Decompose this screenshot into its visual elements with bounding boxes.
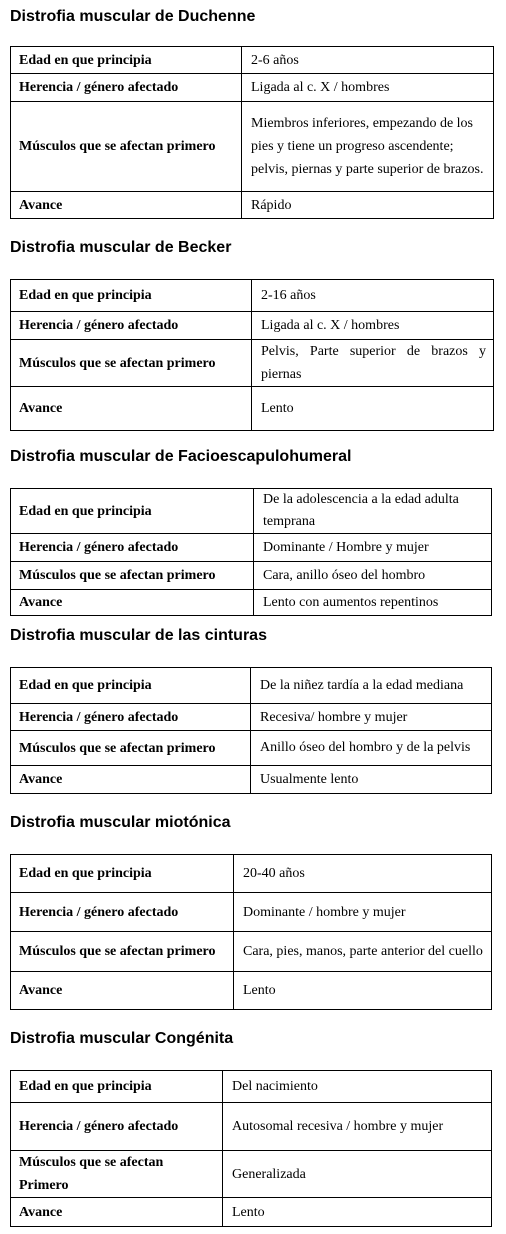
table-row bbox=[11, 766, 492, 794]
table-row bbox=[11, 1198, 492, 1227]
row-label: Herencia / género afectado bbox=[11, 893, 234, 932]
row-value: Autosomal recesiva / hombre y mujer bbox=[223, 1103, 492, 1151]
table-row bbox=[11, 590, 492, 616]
row-value: 2-16 años bbox=[252, 280, 494, 312]
row-value: Lento bbox=[234, 972, 492, 1010]
row-label: Músculos que se afectan primero bbox=[11, 340, 252, 387]
row-label: Edad en que principia bbox=[11, 489, 254, 534]
row-value: Ligada al c. X / hombres bbox=[252, 312, 494, 340]
table-row bbox=[11, 1103, 492, 1151]
row-value: De la adolescencia a la edad adulta temprana bbox=[254, 489, 492, 534]
row-value: Ligada al c. X / hombres bbox=[242, 74, 494, 102]
table-row bbox=[11, 312, 494, 340]
table-row bbox=[11, 102, 494, 192]
row-value: Del nacimiento bbox=[223, 1071, 492, 1103]
info-table bbox=[10, 46, 494, 219]
row-value: 2-6 años bbox=[242, 47, 494, 74]
table-row bbox=[11, 893, 492, 932]
row-label: Avance bbox=[11, 387, 252, 431]
row-value: Lento con aumentos repentinos bbox=[254, 590, 492, 616]
table-row bbox=[11, 972, 492, 1010]
table-row bbox=[11, 668, 492, 704]
table-row bbox=[11, 534, 492, 562]
info-table bbox=[10, 488, 492, 616]
section-title: Distrofia muscular Congénita bbox=[10, 1030, 234, 1047]
table-row bbox=[11, 932, 492, 972]
row-value: Usualmente lento bbox=[251, 766, 492, 794]
info-table bbox=[10, 279, 494, 431]
row-value: Dominante / hombre y mujer bbox=[234, 893, 492, 932]
row-label: Músculos que se afectan Primero bbox=[11, 1151, 223, 1198]
row-label: Avance bbox=[11, 766, 251, 794]
row-label: Avance bbox=[11, 192, 242, 219]
table-row bbox=[11, 192, 494, 219]
row-label: Músculos que se afectan primero bbox=[11, 562, 254, 590]
row-value: Cara, anillo óseo del hombro bbox=[254, 562, 492, 590]
row-label: Avance bbox=[11, 590, 254, 616]
table-row bbox=[11, 731, 492, 766]
info-table bbox=[10, 1070, 492, 1227]
row-label: Edad en que principia bbox=[11, 668, 251, 704]
row-label: Avance bbox=[11, 972, 234, 1010]
section-title: Distrofia muscular miotónica bbox=[10, 814, 231, 831]
row-value: 20-40 años bbox=[234, 855, 492, 893]
row-label: Músculos que se afectan primero bbox=[11, 102, 242, 192]
table-row bbox=[11, 47, 494, 74]
row-label: Edad en que principia bbox=[11, 47, 242, 74]
info-table bbox=[10, 667, 492, 794]
section-title: Distrofia muscular de Duchenne bbox=[10, 8, 256, 25]
row-label: Edad en que principia bbox=[11, 855, 234, 893]
row-value: Dominante / Hombre y mujer bbox=[254, 534, 492, 562]
section-title: Distrofia muscular de Becker bbox=[10, 239, 232, 256]
row-value: Miembros inferiores, empezando de los pies y tiene un progreso ascendente; pelvis, piernas y parte superior de brazos. bbox=[242, 102, 494, 192]
table-row bbox=[11, 387, 494, 431]
info-table bbox=[10, 854, 492, 1010]
row-label: Herencia / género afectado bbox=[11, 704, 251, 731]
row-label: Herencia / género afectado bbox=[11, 534, 254, 562]
row-value: Anillo óseo del hombro y de la pelvis bbox=[251, 731, 492, 766]
row-value: De la niñez tardía a la edad mediana bbox=[251, 668, 492, 704]
row-label: Herencia / género afectado bbox=[11, 1103, 223, 1151]
row-label: Músculos que se afectan primero bbox=[11, 731, 251, 766]
table-row bbox=[11, 1071, 492, 1103]
row-label: Edad en que principia bbox=[11, 280, 252, 312]
row-value: Cara, pies, manos, parte anterior del cuello bbox=[234, 932, 492, 972]
row-value: Generalizada bbox=[223, 1151, 492, 1198]
section-title: Distrofia muscular de las cinturas bbox=[10, 627, 267, 644]
table-row bbox=[11, 489, 492, 534]
row-label: Herencia / género afectado bbox=[11, 74, 242, 102]
table-row bbox=[11, 704, 492, 731]
table-row bbox=[11, 1151, 492, 1198]
row-label: Herencia / género afectado bbox=[11, 312, 252, 340]
row-label: Avance bbox=[11, 1198, 223, 1227]
table-row bbox=[11, 562, 492, 590]
table-row bbox=[11, 74, 494, 102]
row-label: Edad en que principia bbox=[11, 1071, 223, 1103]
table-row bbox=[11, 855, 492, 893]
row-value: Recesiva/ hombre y mujer bbox=[251, 704, 492, 731]
row-label: Músculos que se afectan primero bbox=[11, 932, 234, 972]
row-value: Lento bbox=[252, 387, 494, 431]
row-value: Lento bbox=[223, 1198, 492, 1227]
table-row bbox=[11, 340, 494, 387]
row-value: Pelvis, Parte superior de brazos y piernas bbox=[252, 340, 494, 387]
table-row bbox=[11, 280, 494, 312]
section-title: Distrofia muscular de Facioescapulohumeral bbox=[10, 448, 352, 465]
row-value: Rápido bbox=[242, 192, 494, 219]
